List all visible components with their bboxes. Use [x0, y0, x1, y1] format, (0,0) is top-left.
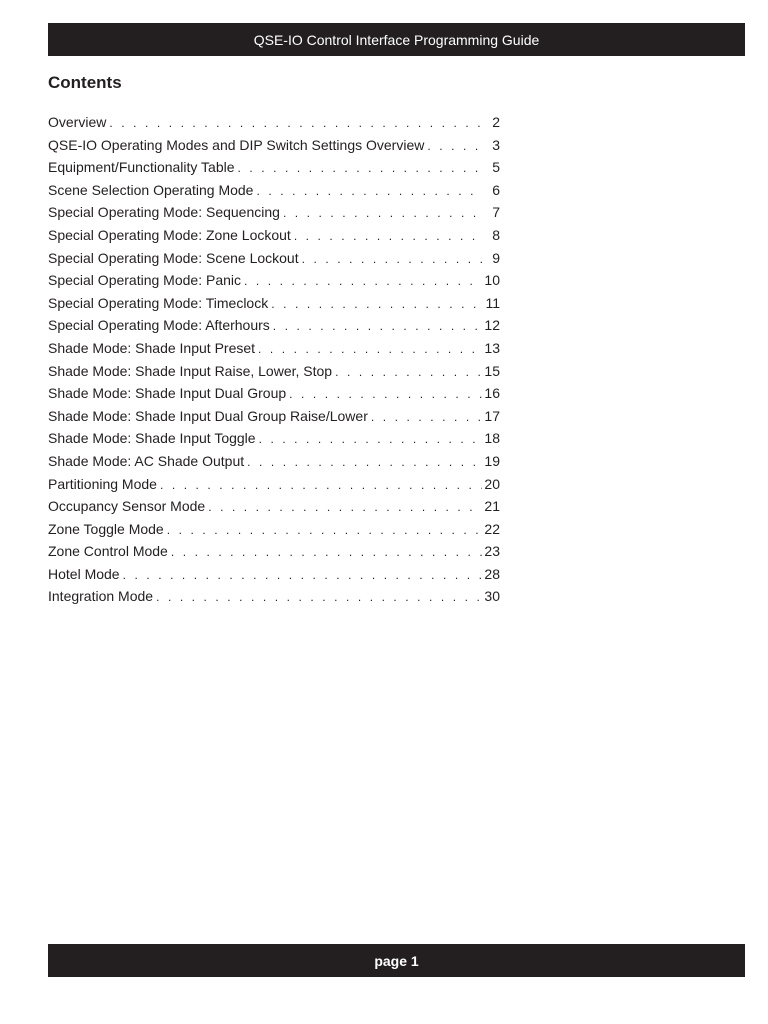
- toc-entry-title: Partitioning Mode: [48, 475, 157, 492]
- toc-entry-title: Shade Mode: Shade Input Toggle: [48, 430, 256, 447]
- toc-entry-page: 23: [484, 543, 500, 560]
- toc-dot-leader: [171, 541, 482, 564]
- toc-entry-page: 12: [484, 317, 500, 334]
- toc-dot-leader: [283, 202, 482, 225]
- toc-entry[interactable]: [48, 382, 500, 405]
- toc-entry-page: 3: [492, 136, 500, 153]
- toc-entry-page: 22: [484, 520, 500, 537]
- toc-entry-page: 17: [484, 407, 500, 424]
- toc-entry-page: 28: [484, 565, 500, 582]
- toc-entry[interactable]: [48, 247, 500, 270]
- toc-entry-page: 9: [492, 249, 500, 266]
- toc-entry-title: Hotel Mode: [48, 565, 120, 582]
- toc-entry-title: Shade Mode: Shade Input Raise, Lower, Stop: [48, 362, 333, 379]
- toc-entry-title: Zone Toggle Mode: [48, 520, 164, 537]
- toc-entry-title: QSE-IO Operating Modes and DIP Switch Settings Overview: [48, 136, 425, 153]
- toc-dot-leader: [371, 406, 482, 429]
- toc-dot-leader: [244, 270, 482, 293]
- toc-dot-leader: [294, 225, 482, 248]
- toc-entry-title: Special Operating Mode: Zone Lockout: [48, 226, 291, 243]
- toc-entry-title: Occupancy Sensor Mode: [48, 498, 206, 515]
- toc-entry[interactable]: [48, 224, 500, 247]
- toc-entry-title: Shade Mode: Shade Input Dual Group Raise/Lower: [48, 407, 368, 424]
- toc-dot-leader: [109, 112, 482, 135]
- toc-entry[interactable]: [48, 540, 500, 563]
- toc-entry[interactable]: [48, 179, 500, 202]
- toc-entry[interactable]: [48, 518, 500, 541]
- toc-entry-page: 15: [484, 362, 500, 379]
- toc-dot-leader: [271, 293, 482, 316]
- toc-entry[interactable]: [48, 360, 500, 383]
- toc-entry-title: Special Operating Mode: Sequencing: [48, 204, 280, 221]
- toc-dot-leader: [123, 564, 482, 587]
- toc-entry[interactable]: [48, 134, 500, 157]
- toc-entry-title: Special Operating Mode: Panic: [48, 272, 241, 289]
- toc-entry-page: 20: [484, 475, 500, 492]
- toc-dot-leader: [247, 451, 482, 474]
- toc-dot-leader: [427, 135, 482, 158]
- toc-dot-leader: [259, 428, 482, 451]
- toc-entry[interactable]: [48, 337, 500, 360]
- toc-entry[interactable]: [48, 292, 500, 315]
- footer-bar: [48, 944, 745, 977]
- toc-entry-page: 6: [492, 181, 500, 198]
- toc-entry[interactable]: [48, 473, 500, 496]
- contents-heading: Contents: [48, 73, 122, 92]
- toc-entry-page: 5: [492, 159, 500, 176]
- toc-entry-title: Shade Mode: Shade Input Dual Group: [48, 385, 287, 402]
- toc-dot-leader: [160, 474, 482, 497]
- toc-entry-page: 16: [484, 385, 500, 402]
- table-of-contents: [48, 111, 500, 608]
- toc-entry-page: 19: [484, 452, 500, 469]
- toc-entry-title: Integration Mode: [48, 588, 154, 605]
- toc-entry-page: 8: [492, 226, 500, 243]
- toc-entry-title: Overview: [48, 114, 107, 130]
- toc-entry-page: 7: [492, 204, 500, 221]
- toc-entry[interactable]: [48, 563, 500, 586]
- toc-entry[interactable]: [48, 156, 500, 179]
- toc-entry[interactable]: [48, 427, 500, 450]
- toc-entry[interactable]: [48, 450, 500, 473]
- toc-dot-leader: [273, 315, 482, 338]
- toc-entry[interactable]: [48, 111, 500, 134]
- page-number: page 1: [374, 952, 419, 969]
- toc-entry[interactable]: [48, 405, 500, 428]
- toc-entry-page: 18: [484, 430, 500, 447]
- toc-entry[interactable]: [48, 495, 500, 518]
- toc-dot-leader: [256, 180, 482, 203]
- toc-entry-title: Shade Mode: Shade Input Preset: [48, 339, 256, 356]
- toc-entry-page: 11: [485, 294, 500, 311]
- toc-dot-leader: [238, 157, 482, 180]
- toc-dot-leader: [258, 338, 482, 361]
- toc-entry[interactable]: [48, 585, 500, 608]
- toc-entry-page: 21: [484, 498, 500, 515]
- toc-dot-leader: [335, 361, 482, 384]
- toc-entry-title: Scene Selection Operating Mode: [48, 181, 254, 198]
- toc-entry-page: 10: [484, 272, 500, 289]
- toc-dot-leader: [208, 496, 482, 519]
- toc-entry-title: Special Operating Mode: Scene Lockout: [48, 249, 299, 266]
- document-title: QSE-IO Control Interface Programming Guide: [253, 31, 540, 48]
- toc-entry-page: 30: [484, 588, 500, 605]
- toc-dot-leader: [302, 248, 482, 271]
- toc-dot-leader: [289, 383, 482, 406]
- toc-entry-page: 13: [484, 339, 500, 356]
- toc-entry-page: 2: [492, 114, 500, 130]
- header-bar: [48, 23, 745, 56]
- toc-entry[interactable]: [48, 201, 500, 224]
- toc-entry[interactable]: [48, 314, 500, 337]
- toc-entry-title: Zone Control Mode: [48, 543, 168, 560]
- toc-entry-title: Special Operating Mode: Afterhours: [48, 317, 270, 334]
- toc-entry-title: Equipment/Functionality Table: [48, 159, 235, 176]
- toc-entry-title: Shade Mode: AC Shade Output: [48, 452, 245, 469]
- toc-dot-leader: [167, 519, 482, 542]
- toc-entry-title: Special Operating Mode: Timeclock: [48, 294, 269, 311]
- toc-dot-leader: [156, 586, 482, 609]
- toc-entry[interactable]: [48, 269, 500, 292]
